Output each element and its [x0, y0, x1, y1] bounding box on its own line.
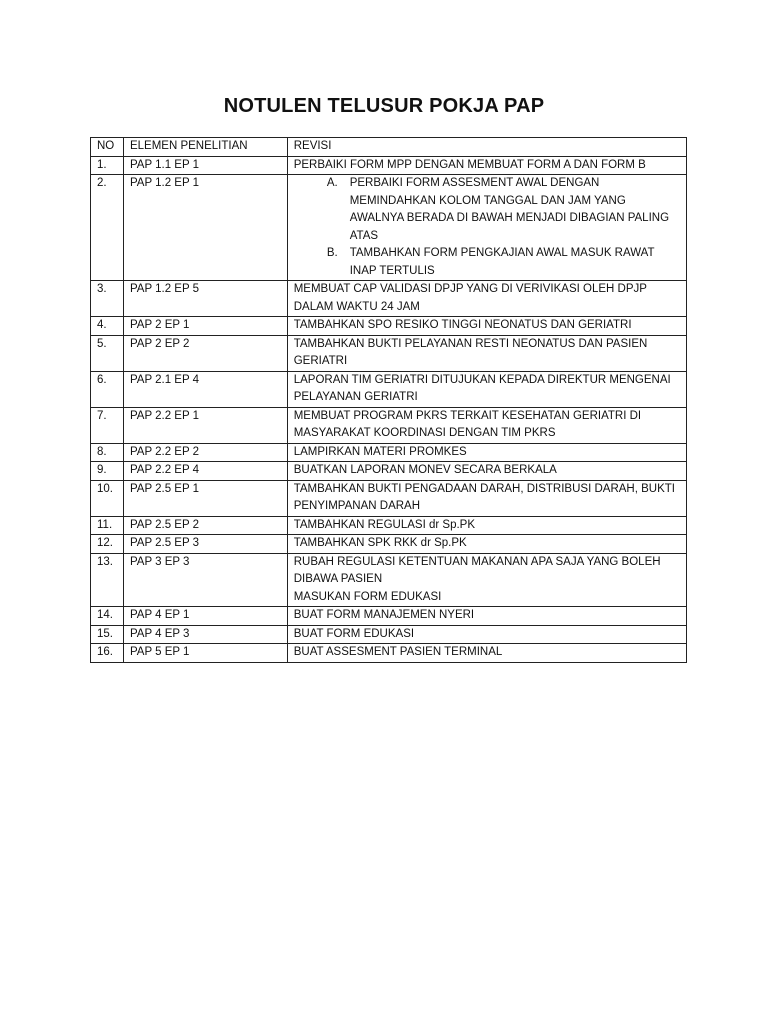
- row-no: 14.: [91, 607, 124, 626]
- table-row: [91, 535, 687, 554]
- table-row: [91, 443, 687, 462]
- table-row: [91, 553, 687, 607]
- row-element: PAP 2 EP 2: [123, 335, 287, 371]
- revision-line: RUBAH REGULASI KETENTUAN MAKANAN APA SAJA YANG BOLEH DIBAWA PASIEN: [293, 555, 661, 585]
- table-row: [91, 175, 687, 281]
- table-row: [91, 625, 687, 644]
- row-element: PAP 4 EP 3: [123, 625, 287, 644]
- header-revision: REVISI: [287, 138, 686, 157]
- revision-line: MASUKAN FORM EDUKASI: [293, 590, 442, 603]
- table-row: [91, 644, 687, 663]
- row-element: PAP 2.2 EP 4: [123, 462, 287, 481]
- row-element: PAP 2.2 EP 2: [123, 443, 287, 462]
- table-row: [91, 462, 687, 481]
- row-revision: MEMBUAT CAP VALIDASI DPJP YANG DI VERIVIKASI OLEH DPJP DALAM WAKTU 24 JAM: [287, 281, 686, 317]
- row-no: 5.: [91, 335, 124, 371]
- row-element: PAP 2.5 EP 1: [123, 480, 287, 516]
- table-header-row: [91, 138, 687, 157]
- row-revision: BUAT FORM MANAJEMEN NYERI: [287, 607, 686, 626]
- table-row: [91, 516, 687, 535]
- row-revision: [287, 175, 686, 281]
- row-no: 15.: [91, 625, 124, 644]
- row-revision: LAMPIRKAN MATERI PROMKES: [287, 443, 686, 462]
- row-element: PAP 1.2 EP 5: [123, 281, 287, 317]
- row-no: 12.: [91, 535, 124, 554]
- revision-table: [90, 137, 687, 663]
- row-revision: LAPORAN TIM GERIATRI DITUJUKAN KEPADA DIREKTUR MENGENAI PELAYANAN GERIATRI: [287, 371, 686, 407]
- row-revision: TAMBAHKAN REGULASI dr Sp.PK: [287, 516, 686, 535]
- row-revision: [287, 553, 686, 607]
- row-revision: BUATKAN LAPORAN MONEV SECARA BERKALA: [287, 462, 686, 481]
- row-element: PAP 4 EP 1: [123, 607, 287, 626]
- row-element: PAP 2.2 EP 1: [123, 407, 287, 443]
- row-revision: TAMBAHKAN BUKTI PENGADAAN DARAH, DISTRIBUSI DARAH, BUKTI PENYIMPANAN DARAH: [287, 480, 686, 516]
- subitem-text: PERBAIKI FORM ASSESMENT AWAL DENGAN MEMINDAHKAN KOLOM TANGGAL DAN JAM YANG AWALNYA BERADA DI BAWAH MENJADI DIBAGIAN PALING ATAS: [349, 177, 670, 242]
- row-revision: BUAT ASSESMENT PASIEN TERMINAL: [287, 644, 686, 663]
- table-row: [91, 156, 687, 175]
- table-row: [91, 371, 687, 407]
- row-element: PAP 2.5 EP 2: [123, 516, 287, 535]
- row-no: 6.: [91, 371, 124, 407]
- row-revision: TAMBAHKAN SPK RKK dr Sp.PK: [287, 535, 686, 554]
- row-no: 16.: [91, 644, 124, 663]
- table-row: [91, 317, 687, 336]
- row-no: 11.: [91, 516, 124, 535]
- table-row: [91, 281, 687, 317]
- header-element: ELEMEN PENELITIAN: [123, 138, 287, 157]
- header-no: NO: [91, 138, 124, 157]
- row-revision: MEMBUAT PROGRAM PKRS TERKAIT KESEHATAN GERIATRI DI MASYARAKAT KOORDINASI DENGAN TIM PKRS: [287, 407, 686, 443]
- row-element: PAP 2.1 EP 4: [123, 371, 287, 407]
- row-no: 8.: [91, 443, 124, 462]
- table-row: [91, 407, 687, 443]
- row-no: 4.: [91, 317, 124, 336]
- row-revision: BUAT FORM EDUKASI: [287, 625, 686, 644]
- row-revision: TAMBAHKAN SPO RESIKO TINGGI NEONATUS DAN GERIATRI: [287, 317, 686, 336]
- subitem-text: TAMBAHKAN FORM PENGKAJIAN AWAL MASUK RAWAT INAP TERTULIS: [349, 247, 655, 277]
- table-row: [91, 607, 687, 626]
- revision-subitem: [294, 245, 680, 280]
- row-element: PAP 2.5 EP 3: [123, 535, 287, 554]
- table-row: [91, 480, 687, 516]
- row-no: 7.: [91, 407, 124, 443]
- subitem-marker: B.: [326, 247, 338, 259]
- row-revision: TAMBAHKAN BUKTI PELAYANAN RESTI NEONATUS DAN PASIEN GERIATRI: [287, 335, 686, 371]
- row-element: PAP 2 EP 1: [123, 317, 287, 336]
- subitem-marker: A.: [326, 177, 338, 189]
- row-no: 13.: [91, 553, 124, 607]
- row-no: 9.: [91, 462, 124, 481]
- row-no: 3.: [91, 281, 124, 317]
- row-element: PAP 1.1 EP 1: [123, 156, 287, 175]
- row-element: PAP 3 EP 3: [123, 553, 287, 607]
- table-row: [91, 335, 687, 371]
- row-revision: PERBAIKI FORM MPP DENGAN MEMBUAT FORM A DAN FORM B: [287, 156, 686, 175]
- row-no: 1.: [91, 156, 124, 175]
- document-title: NOTULEN TELUSUR POKJA PAP: [223, 95, 545, 117]
- row-no: 10.: [91, 480, 124, 516]
- revision-subitem: [294, 175, 680, 245]
- row-no: 2.: [91, 175, 124, 281]
- row-element: PAP 5 EP 1: [123, 644, 287, 663]
- row-element: PAP 1.2 EP 1: [123, 175, 287, 281]
